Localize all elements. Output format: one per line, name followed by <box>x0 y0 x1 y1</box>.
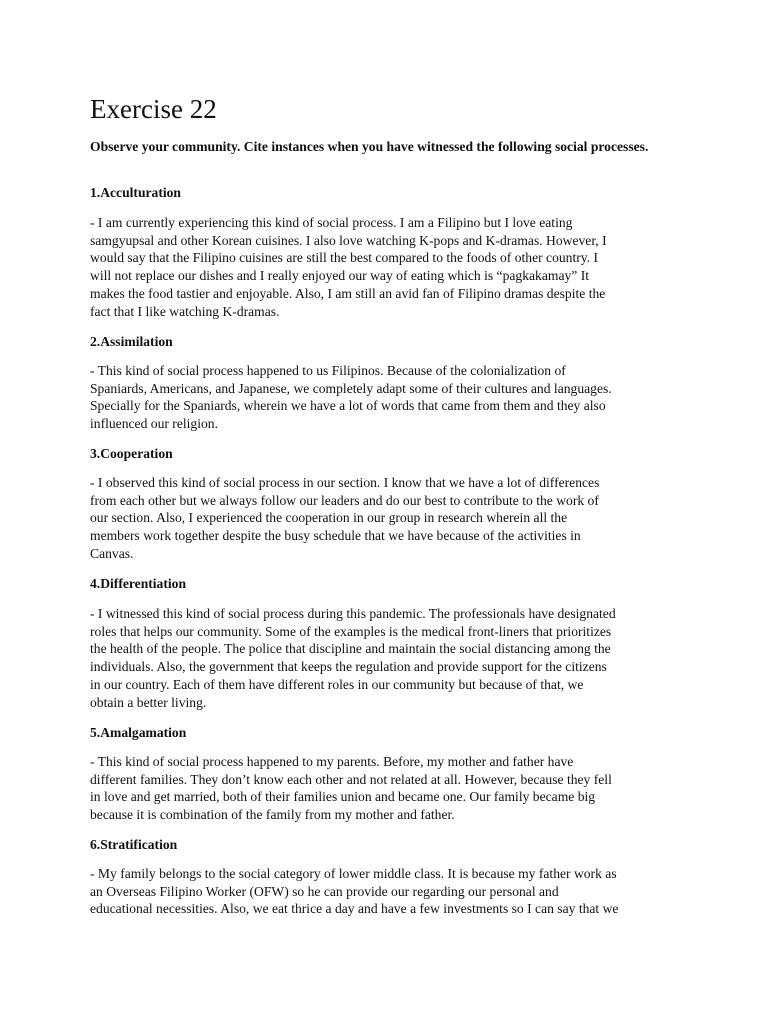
text-line: in our country. Each of them have different roles in our community but because of that, we <box>90 676 584 692</box>
text-line: members work together despite the busy schedule that we have because of the activities in <box>90 528 581 544</box>
text-line: - My family belongs to the social category of lower middle class. It is because my father work as <box>90 866 617 881</box>
section-heading-cooperation: 3.Cooperation <box>90 446 173 461</box>
text-line: would say that the Filipino cuisines are still the best compared to the foods of other country. I <box>90 250 599 266</box>
section-heading-stratification: 6.Stratification <box>90 837 178 852</box>
section-body-amalgamation <box>90 753 690 824</box>
text-line: roles that helps our community. Some of the examples is the medical front-liners that prioritizes <box>90 623 612 639</box>
text-line: Specially for the Spaniards, wherein we have a lot of words that came from them and they also <box>90 398 606 414</box>
text-line: obtain a better living. <box>90 694 207 710</box>
text-line: because it is combination of the family from my mother and father. <box>90 807 455 823</box>
text-line: influenced our religion. <box>90 416 218 432</box>
text-line: our section. Also, I experienced the cooperation in our group in research wherein all the <box>90 510 568 526</box>
section-heading-amalgamation: 5.Amalgamation <box>90 725 187 740</box>
text-line: individuals. Also, the government that keeps the regulation and provide support for the citizens <box>90 659 607 675</box>
text-line: Canvas. <box>90 545 134 561</box>
text-line: - I witnessed this kind of social process during this pandemic. The professionals have designated <box>90 606 616 621</box>
text-line: educational necessities. Also, we eat thrice a day and have a few investments so I can say that we <box>90 901 619 917</box>
text-line: - I am currently experiencing this kind of social process. I am a Filipino but I love eating <box>90 215 573 230</box>
text-line: in love and get married, both of their families union and became one. Our family became big <box>90 789 596 805</box>
text-line: different families. They don’t know each other and not related at all. However, because they fell <box>90 771 612 787</box>
text-line: the health of the people. The police that discipline and maintain the social distancing among the <box>90 641 611 657</box>
text-line: - This kind of social process happened to my parents. Before, my mother and father have <box>90 754 574 769</box>
section-heading-differentiation: 4.Differentiation <box>90 576 187 591</box>
text-line: will not replace our dishes and I really enjoyed our way of eating which is “pagkakamay” It <box>90 268 590 284</box>
section-heading-assimilation: 2.Assimilation <box>90 334 173 349</box>
section-body-assimilation <box>90 362 690 433</box>
section-body-differentiation <box>90 605 690 711</box>
text-line: fact that I like watching K-dramas. <box>90 303 280 319</box>
text-line: from each other but we always follow our leaders and do our best to contribute to the work of <box>90 492 599 508</box>
text-line: an Overseas Filipino Worker (OFW) so he can provide our regarding our personal and <box>90 883 559 899</box>
section-heading-acculturation: 1.Acculturation <box>90 185 181 200</box>
text-line: Spaniards, Americans, and Japanese, we completely adapt some of their cultures and languages. <box>90 380 612 396</box>
text-line: samgyupsal and other Korean cuisines. I also love watching K-pops and K-dramas. However, I <box>90 232 607 248</box>
section-body-cooperation <box>90 474 690 563</box>
instruction-text: Observe your community. Cite instances when you have witnessed the following social processes. <box>90 139 649 154</box>
text-line: - This kind of social process happened to us Filipinos. Because of the colonialization of <box>90 363 566 378</box>
text-line: - I observed this kind of social process in our section. I know that we have a lot of differences <box>90 475 600 490</box>
page-title: Exercise 22 <box>90 94 217 124</box>
text-line: makes the food tastier and enjoyable. Also, I am still an avid fan of Filipino dramas despite the <box>90 285 606 301</box>
section-body-stratification <box>90 865 690 918</box>
section-body-acculturation <box>90 214 690 320</box>
